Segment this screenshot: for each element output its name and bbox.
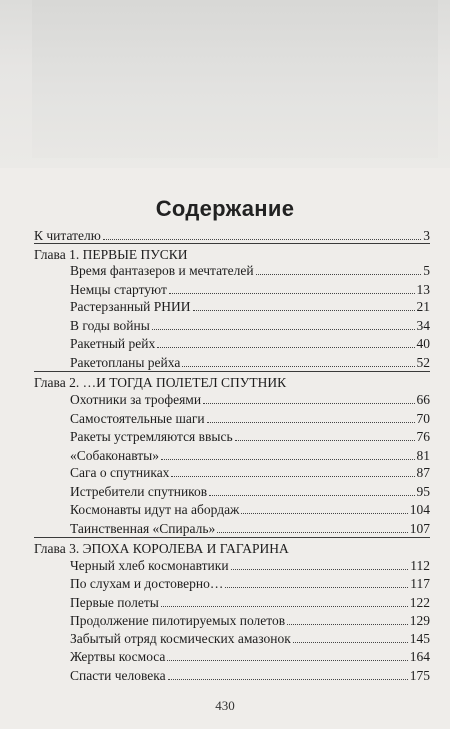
toc-entry-label: Истребители спутников <box>70 484 208 500</box>
toc-entry[interactable] <box>70 572 430 592</box>
toc-entry-label: Ракетопланы рейха <box>70 354 181 370</box>
toc-entry-page: 52 <box>416 354 430 370</box>
toc-entry-page: 66 <box>416 392 430 408</box>
toc-entry-label: Ракетный рейх <box>70 336 156 351</box>
toc-entry[interactable] <box>70 388 430 408</box>
toc-entry-page: 104 <box>409 502 430 517</box>
toc-entry-label: Продолжение пилотируемых полетов <box>70 612 286 628</box>
toc-entry-label: Растерзанный РНИИ <box>70 299 191 315</box>
page-title: Содержание <box>155 196 295 221</box>
dot-leader <box>203 402 414 404</box>
toc-entry[interactable] <box>70 425 430 445</box>
toc-entry-page: 21 <box>416 299 430 315</box>
toc-entry-label: Жертвы космоса <box>70 649 166 665</box>
toc-entry[interactable] <box>70 259 430 279</box>
dot-leader <box>161 605 408 607</box>
dot-leader <box>235 439 415 441</box>
toc-entry-page: 107 <box>409 520 430 536</box>
dot-leader <box>103 238 421 240</box>
toc-entry[interactable] <box>70 351 430 371</box>
toc-entry-page: 5 <box>423 262 430 278</box>
dot-leader <box>171 475 414 477</box>
dot-leader <box>256 273 422 275</box>
dot-leader <box>157 346 414 348</box>
photo-shadow <box>32 0 438 158</box>
toc-entry-label: Космонавты идут на абордаж <box>70 502 240 517</box>
dot-leader <box>209 494 414 496</box>
toc-entry-page: 122 <box>409 594 430 610</box>
toc-entry[interactable] <box>70 332 430 352</box>
toc-entry-page: 175 <box>409 668 430 683</box>
dot-leader <box>169 292 415 294</box>
dot-leader <box>207 421 415 423</box>
toc-entry-page: 76 <box>416 428 430 444</box>
dot-leader <box>152 328 415 330</box>
toc-entry-page: 129 <box>409 612 430 628</box>
dot-leader <box>168 678 408 680</box>
toc-entry[interactable] <box>70 664 430 684</box>
toc-entry-page: 3 <box>423 228 430 243</box>
toc-entry-label: Черный хлеб космонавтики <box>70 558 229 574</box>
dot-leader <box>161 458 415 460</box>
dot-leader <box>225 586 408 588</box>
toc-entry-page: 13 <box>416 281 430 297</box>
toc-entry-label: К читателю <box>34 228 101 243</box>
toc-entry-label: Таинственная «Спираль» <box>70 520 216 536</box>
dot-leader <box>287 623 408 625</box>
toc-entry-label: «Собаконавты» <box>70 447 159 463</box>
dot-leader <box>231 568 409 570</box>
toc-entry-label: Охотники за трофеями <box>70 392 202 408</box>
toc-entry-label: Самостоятельные шаги <box>70 411 205 426</box>
page-number: 430 <box>215 698 235 713</box>
toc-entry-page: 70 <box>416 411 430 426</box>
toc-entry-label: Первые полеты <box>70 594 159 610</box>
toc-entry-page: 87 <box>416 465 430 481</box>
chapter-2-heading[interactable]: Глава 2. …И ТОГДА ПОЛЕТЕЛ СПУТНИК <box>34 375 287 391</box>
toc-entry-label: Время фантазеров и мечтателей <box>70 262 254 278</box>
toc-entry-page: 34 <box>416 318 430 334</box>
toc-entry-page: 112 <box>410 558 430 574</box>
toc-entry[interactable] <box>70 498 430 518</box>
toc-entry-label: Забытый отряд космических амазонок <box>70 631 291 647</box>
toc-entry-page: 95 <box>416 484 430 500</box>
dot-leader <box>182 365 414 367</box>
chapter-1-heading[interactable]: Глава 1. ПЕРВЫЕ ПУСКИ <box>34 246 188 262</box>
toc-entry[interactable] <box>70 461 430 481</box>
dot-leader <box>193 309 415 311</box>
toc-entry-label: По слухам и достоверно… <box>70 576 224 592</box>
toc-entry-label: Спасти человека <box>70 668 166 683</box>
toc-entry-page: 164 <box>409 649 430 665</box>
toc-entry-label: Ракеты устремляются ввысь <box>70 428 233 444</box>
toc-entry[interactable] <box>70 295 430 315</box>
dot-leader <box>217 531 407 533</box>
toc-entry[interactable] <box>70 609 430 629</box>
toc-entry-page: 40 <box>416 336 430 351</box>
top-photo-band <box>0 0 450 168</box>
chapter-3-heading[interactable]: Глава 3. ЭПОХА КОРОЛЕВА И ГАГАРИНА <box>34 541 289 557</box>
toc-entry-page: 117 <box>410 576 430 592</box>
toc-entry-page: 81 <box>416 447 430 463</box>
dot-leader <box>167 659 407 661</box>
toc-entry[interactable] <box>70 517 430 537</box>
toc-entry-label: Сага о спутниках <box>70 465 170 481</box>
toc-entry-intro[interactable] <box>34 224 430 244</box>
toc-entry-label: В годы войны <box>70 318 150 334</box>
toc-entry[interactable] <box>70 645 430 665</box>
dot-leader <box>241 512 407 514</box>
toc-entry-label: Немцы стартуют <box>70 281 167 297</box>
dot-leader <box>293 641 408 643</box>
toc-entry-page: 145 <box>409 631 430 647</box>
